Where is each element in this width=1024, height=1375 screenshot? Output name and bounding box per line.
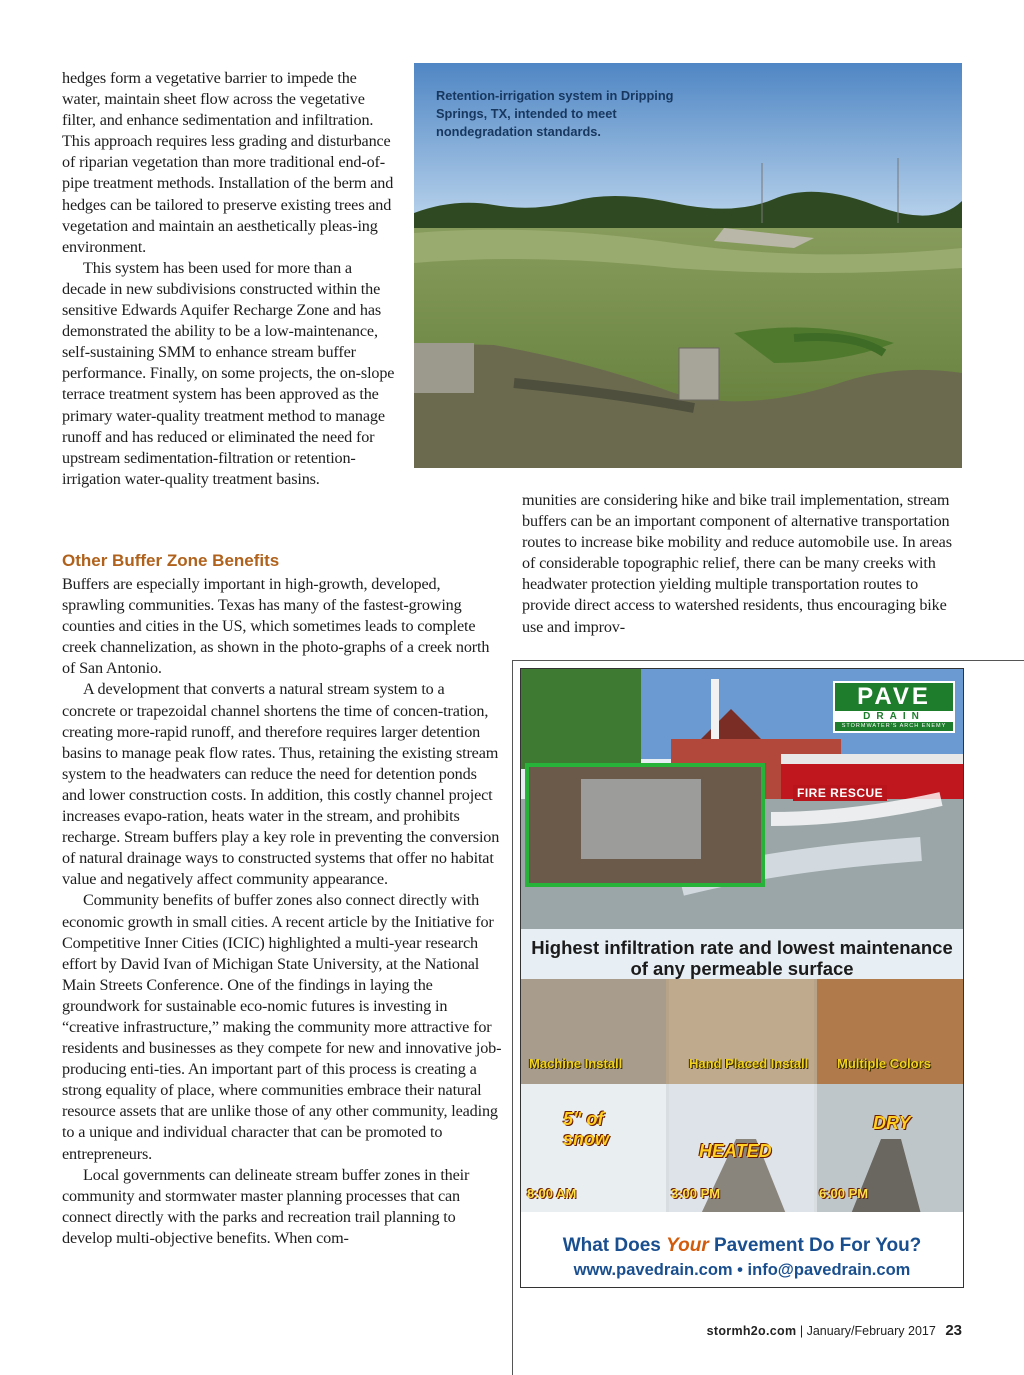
ad-time: 8:00 AM [527, 1186, 577, 1201]
tagline-text: Pavement Do For You? [708, 1235, 922, 1256]
footer-issue: | January/February 2017 [799, 1324, 936, 1338]
ad-label: Multiple Colors [837, 1056, 931, 1071]
right-column [522, 490, 967, 638]
page-footer [707, 1322, 962, 1339]
ad-label: Machine Install [529, 1056, 623, 1071]
logo-slogan: STORMWATER'S ARCH ENEMY [841, 723, 947, 729]
ad-time: 3:00 PM [671, 1186, 721, 1201]
ad-border-rule [512, 660, 513, 1375]
body-paragraph: A development that converts a natural stream system to a concrete or trapezoidal channel shortens the time of concen-tration, creating more-rapid runoff, and therefore requires larger detention basins to manage peak flow rates. Thus, retaining the existing stream system to the headwaters can reduce the need for detention ponds and lower construction costs. In addition, this costly channel project increases evapo-ration, heats water in the stream, and prohibits recharge. Stream buffers play a key role in preventing the conversion of natural drainage ways to constructed systems that offer no habitat value and negatively affect community appearance. [62, 680, 500, 889]
body-paragraph: munities are considering hike and bike trail implementation, stream buffers can be an important component of alternative transportation routes to increase bike mobility and reduce automobile use. In areas of considerable topographic relief, there can be many creeks with headwater protection yielding multiple transportation routes to provide direct access to watershed residents, thus encouraging bike use and improv- [522, 491, 952, 636]
ad-dry-label: DRY [873, 1113, 911, 1133]
page-number: 23 [945, 1322, 962, 1339]
logo-text: DRAIN [835, 711, 953, 722]
retention-irrigation-photo [414, 63, 962, 468]
tagline-text: What Does [562, 1235, 667, 1256]
fire-truck-sign: FIRE RESCUE [793, 785, 887, 801]
body-paragraph: This system has been used for more than a decade in new subdivisions constructed within the sensitive Edwards Aquifer Recharge Zone and has demonstrated the ability to be a low-maintenance, self-sustaining SMM to enhance stream buffer performance. Finally, on some projects, the on-slope terrace treatment system has been approved as the primary water-quality treatment method to manage runoff and has reduced or eliminated the need for upstream sedimentation-filtration or retention-irrigation water-quality treatment basins. [62, 258, 395, 488]
section-heading: Other Buffer Zone Benefits [62, 551, 280, 570]
ad-headline: Highest infiltration rate and lowest maintenance of any permeable surface [531, 937, 953, 979]
body-paragraph: hedges form a vegetative barrier to impede the water, maintain sheet flow across the vegetative filter, and enhance sedimentation and infiltration. This approach requires less grading and disturbance of riparian vegetation than more traditional end-of-pipe treatment methods. Installation of the berm and hedges can be tailored to preserve existing trees and vegetation and maintain an aesthetically pleas-ing environment. [62, 69, 394, 256]
pave-drain-logo [833, 681, 955, 733]
logo-text: PAVE [835, 683, 953, 711]
left-column [62, 574, 502, 1249]
ad-snow-label: 5" of snow [563, 1109, 610, 1149]
ad-heated-label: HEATED [699, 1141, 772, 1161]
body-paragraph: Local governments can delineate stream buffer zones in their community and stormwater master planning processes that can connect directly with the parks and recreation trail planning to develop multi-objective benefits. When com- [62, 1165, 470, 1247]
tagline-emphasis: Your [666, 1235, 709, 1256]
ad-label: Hand Placed Install [689, 1056, 809, 1071]
ad-time: 6:00 PM [819, 1186, 869, 1201]
pave-drain-advertisement[interactable] [520, 668, 964, 1288]
ad-border-rule [512, 660, 1024, 661]
body-paragraph: Buffers are especially important in high-growth, developed, sprawling communities. Texas has many of the fastest-growing counties and cities in the US, which sometimes leads to complete creek channelization, as shown in the photo-graphs of a creek north of San Antonio. [62, 575, 490, 678]
photo-caption: Retention-irrigation system in Dripping Springs, TX, intended to meet nondegradation standards. [436, 88, 674, 139]
footer-site[interactable]: stormh2o.com [706, 1324, 797, 1338]
ad-contact-link[interactable]: www.pavedrain.com • info@pavedrain.com [573, 1261, 911, 1279]
body-paragraph: Community benefits of buffer zones also connect directly with economic growth in small cities. A recent article by the Initiative for Competitive Inner Cities (ICIC) highlighted a multi-year research effort by David Ivan of Michigan State University, at the National Main Streets Conference. One of the findings in laying the groundwork for sustainable eco-nomic futures is investing in “creative infrastructure,” making the community more attractive for residents and businesses as they compete for new and innovative job-producing enti-ties. An important part of this process is creating a strong equality of place, where communities embrace their natural resource assets that are unlike those of any other community, leading to a unique and individual character that can be promoted to entrepreneurs. [62, 891, 502, 1163]
ad-tagline [521, 1235, 963, 1257]
